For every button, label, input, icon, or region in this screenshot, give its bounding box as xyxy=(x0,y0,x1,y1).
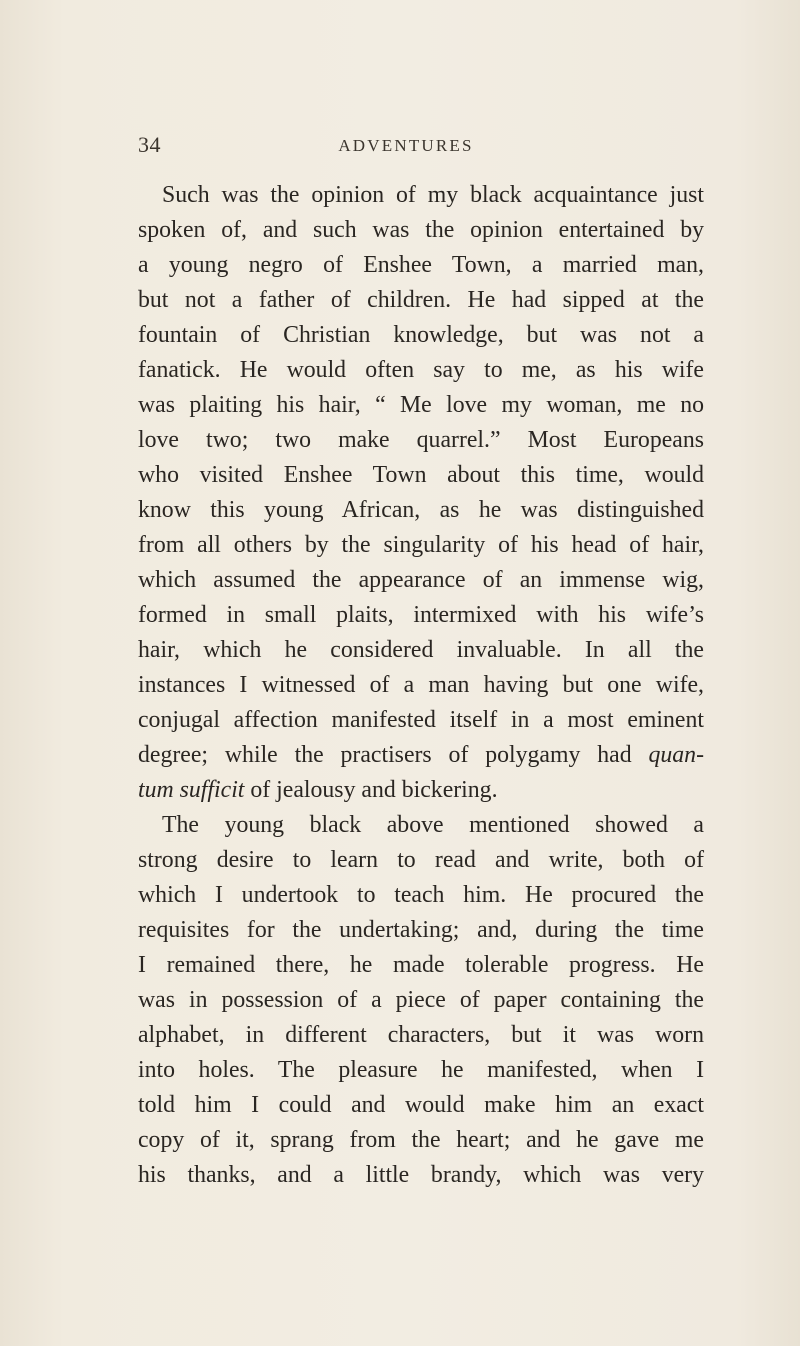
text-line: fountain of Christian knowledge, but was not a xyxy=(138,322,704,348)
text-line: told him I could and would make him an exact xyxy=(138,1092,704,1118)
text-line: formed in small plaits, intermixed with his wife’s xyxy=(138,602,704,628)
text-line: his thanks, and a little brandy, which was very xyxy=(138,1162,704,1188)
text-line: Such was the opinion of my black acquaintance just xyxy=(162,182,704,208)
text-line: from all others by the singularity of his head of hair, xyxy=(138,532,704,558)
italic-phrase: quan- xyxy=(648,742,704,768)
text-line: was in possession of a piece of paper containing the xyxy=(138,987,704,1013)
text-line: but not a father of children. He had sipped at the xyxy=(138,287,704,313)
text-line: love two; two make quarrel.” Most Europeans xyxy=(138,427,704,453)
text-line-mixed xyxy=(138,738,704,773)
text-line: who visited Enshee Town about this time, would xyxy=(138,462,704,488)
text-line: a young negro of Enshee Town, a married man, xyxy=(138,252,704,278)
text-line: I remained there, he made tolerable progress. He xyxy=(138,952,704,978)
paragraph-end-line xyxy=(138,773,704,808)
italic-phrase: tum sufficit xyxy=(138,777,245,803)
text-line: conjugal affection manifested itself in a most eminent xyxy=(138,707,704,733)
text-line: into holes. The pleasure he manifested, when I xyxy=(138,1057,704,1083)
text-line: fanatick. He would often say to me, as his wife xyxy=(138,357,704,383)
text-line: which assumed the appearance of an immense wig, xyxy=(138,567,704,593)
text-line: alphabet, in different characters, but it was worn xyxy=(138,1022,704,1048)
running-title: ADVENTURES xyxy=(338,136,474,155)
body-text xyxy=(138,178,704,1193)
page-number: 34 xyxy=(138,132,161,157)
text-line: The young black above mentioned showed a xyxy=(162,812,704,838)
text-line: strong desire to learn to read and write, both of xyxy=(138,847,704,873)
text-line: was plaiting his hair, “ Me love my woman, me no xyxy=(138,392,704,418)
text-line: know this young African, as he was distinguished xyxy=(138,497,704,523)
text-line: spoken of, and such was the opinion entertained by xyxy=(138,217,704,243)
text-line: requisites for the undertaking; and, during the time xyxy=(138,917,704,943)
text-line: copy of it, sprang from the heart; and he gave me xyxy=(138,1127,704,1153)
text-line: instances I witnessed of a man having but one wife, xyxy=(138,672,704,698)
text-line: hair, which he considered invaluable. In all the xyxy=(138,637,704,663)
text-segment: of jealousy and bickering. xyxy=(244,777,498,803)
text-line: which I undertook to teach him. He procured the xyxy=(138,882,704,908)
text-segment: degree; while the practisers of polygamy had xyxy=(138,742,649,768)
